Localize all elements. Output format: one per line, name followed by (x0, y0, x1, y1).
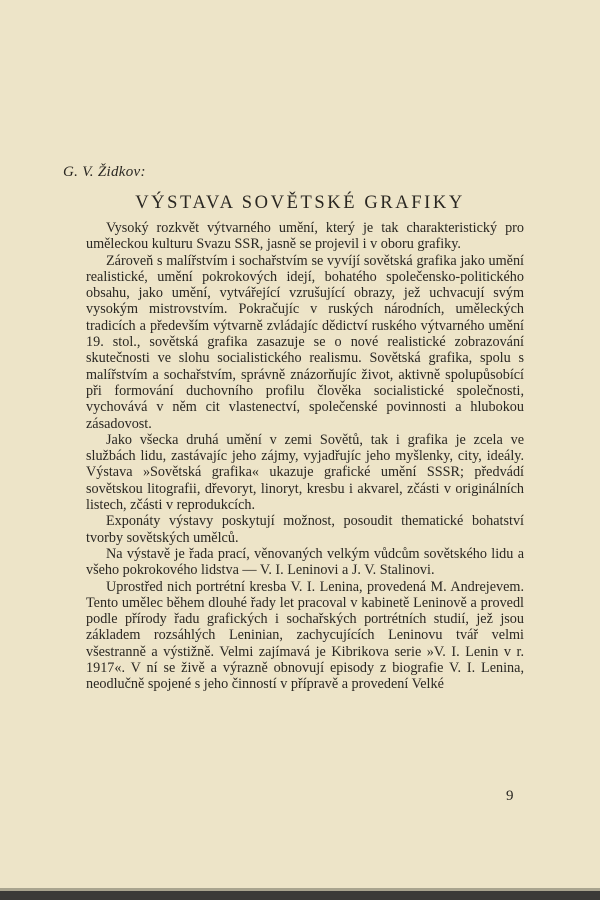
paragraph: Vysoký rozkvět výtvarného umění, který je tak charakteristický pro uměleckou kulturu Svazu SSR, jasně se projevil i v oboru grafiky. (86, 220, 524, 253)
article-title: VÝSTAVA SOVĚTSKÉ GRAFIKY (135, 193, 465, 213)
scan-bottom-edge (0, 888, 600, 900)
paragraph: Exponáty výstavy poskytují možnost, posoudit thematické bohatství tvorby sovětských umělců. (86, 513, 524, 546)
author-line: G. V. Židkov: (63, 164, 146, 180)
page-number: 9 (506, 788, 514, 804)
paragraph: Na výstavě je řada prací, věnovaných velkým vůdcům sovětského lidu a všeho pokrokového lidstva — V. I. Leninovi a J. V. Stalinovi. (86, 545, 524, 579)
paragraph: Uprostřed nich portrétní kresba V. I. Lenina, provedená M. Andrejevem. Tento umělec během dlouhé řady let pracoval v kabinetě Leninově a provedl podle přírody řadu grafických i sochařských portrétních studií, jež jsou základem rozsáhlých Leninian, zachycujících Leninovu tvář velmi všestranně a výstižně. Velmi zajímavá je Kibrikova serie »V. I. Lenin v r. 1917«. V ní se živě a výrazně obnovují episody z biografie V. I. Lenina, neodlučně spojené s jeho činností v přípravě a provedení Velké (86, 578, 524, 693)
article-body (86, 220, 524, 693)
paragraph: Jako všecka druhá umění v zemi Sovětů, tak i grafika je zcela ve službách lidu, zastávajíc jeho zájmy, vyjadřujíc jeho myšlenky, city, ideály. Výstava »Sovětská grafika« ukazuje grafické umění SSSR; předvádí sovětskou litografii, dřevoryt, linoryt, kresbu i akvarel, zčásti v originálních listech, zčásti v reprodukcích. (86, 431, 524, 514)
paragraph: Zároveň s malířstvím i sochařstvím se vyvíjí sovětská grafika jako umění realistické, umění pokrokových idejí, bohatého společensko-politického obsahu, jako umění, vytvářející vzrušující obrazy, jež uchvacují svým vysokým mistrovstvím. Pokračujíc v ruských národních, uměleckých tradicích a především výtvarně zvládajíc dědictví ruského výtvarného umění 19. stol., sovětská grafika zasazuje se o nové realistické zobrazování skutečnosti ve slohu socialistického realismu. Sovětská grafika, spolu s malířstvím a sochařstvím, správně znázorňujíc život, aktivně spolupůsobící při formování duchovního profilu člověka socialistické společnosti, vychovává v něm cit vlastenectví, společenské povinnosti a hlubokou zásadovost. (86, 252, 524, 432)
